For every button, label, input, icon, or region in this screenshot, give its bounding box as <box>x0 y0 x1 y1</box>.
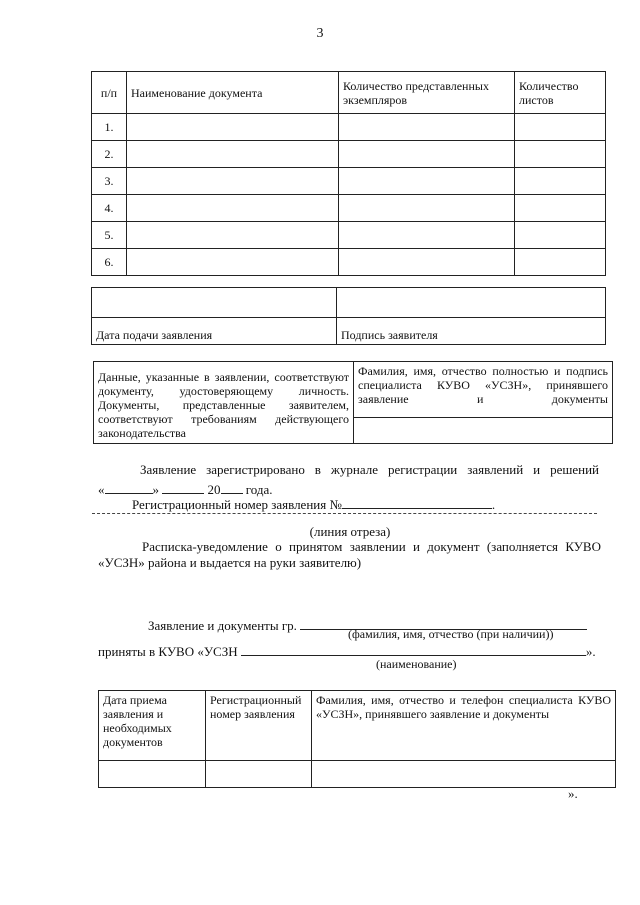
row-number: 5. <box>92 222 127 249</box>
specialist-name-label: Фамилия, имя, отчество полностью и подпись специалиста КУВО «УСЗН», принявшего заявление и документы <box>358 364 608 406</box>
receipt-reg-number-header: Регистрационный номер заявления <box>206 691 312 761</box>
table-row <box>92 222 606 249</box>
date-open-quote: « <box>98 482 105 497</box>
name-hint: (наименование) <box>376 657 457 671</box>
page-number: 3 <box>316 26 324 41</box>
applicant-signature-label: Подпись заявителя <box>337 318 606 345</box>
copies-cell[interactable] <box>339 249 515 276</box>
documents-table-header <box>92 72 606 114</box>
fio-hint: (фамилия, имя, отчество (при наличии)) <box>348 627 554 641</box>
receipt-specialist-header: Фамилия, имя, отчество и телефон специалиста КУВО «УСЗН», принявшего заявление и документы <box>312 691 616 761</box>
year-suffix: года. <box>245 482 273 497</box>
sheets-cell[interactable] <box>515 222 606 249</box>
cut-line <box>92 513 597 514</box>
table-row <box>92 141 606 168</box>
specialist-name-cell <box>354 362 613 418</box>
copies-cell[interactable] <box>339 222 515 249</box>
row-number: 6. <box>92 249 127 276</box>
sheets-cell[interactable] <box>515 249 606 276</box>
accepted-from-label: Заявление и документы гр. <box>148 618 297 633</box>
verification-statement <box>94 362 354 444</box>
cut-line-label: (линия отреза) <box>309 524 391 539</box>
year-field[interactable] <box>221 481 243 494</box>
table-row <box>92 114 606 141</box>
doc-name-cell[interactable] <box>127 168 339 195</box>
day-field[interactable] <box>105 481 153 494</box>
verification-statement-text: Данные, указанные в заявлении, соответствуют документу, удостоверяющему личность. Документы, представленные заявителем, соответствуют требованиям действующего законодательства <box>98 370 349 440</box>
receipt-table <box>98 690 616 788</box>
submission-date-field[interactable] <box>92 288 337 318</box>
copies-cell[interactable] <box>339 114 515 141</box>
doc-name-cell[interactable] <box>127 249 339 276</box>
reg-number-line: Регистрационный номер заявления № . <box>132 497 496 512</box>
submission-table <box>91 287 606 345</box>
receipt-specialist-field[interactable] <box>312 761 616 788</box>
department-name-field[interactable] <box>241 643 586 656</box>
month-field[interactable] <box>162 481 204 494</box>
table-row <box>92 168 606 195</box>
sheets-cell[interactable] <box>515 114 606 141</box>
registration-line-1: Заявление зарегистрировано в журнале регистрации заявлений и решений <box>140 462 599 477</box>
doc-name-cell[interactable] <box>127 222 339 249</box>
sheets-cell[interactable] <box>515 195 606 222</box>
final-quote: ». <box>568 786 578 801</box>
doc-name-cell[interactable] <box>127 141 339 168</box>
table-row <box>92 249 606 276</box>
receipt-reg-number-field[interactable] <box>206 761 312 788</box>
header-copies: Количество представленных экземпляров <box>339 72 515 114</box>
copies-cell[interactable] <box>339 168 515 195</box>
specialist-signature-field[interactable] <box>354 418 613 444</box>
submission-date-label: Дата подачи заявления <box>92 318 337 345</box>
receipt-date-header: Дата приема заявления и необходимых документов <box>99 691 206 761</box>
documents-table <box>91 71 606 276</box>
header-sheets: Количество листов <box>515 72 606 114</box>
accepted-in-line <box>98 643 608 660</box>
reg-number-field[interactable] <box>342 496 492 509</box>
copies-cell[interactable] <box>339 195 515 222</box>
doc-name-cell[interactable] <box>127 195 339 222</box>
header-number: п/п <box>92 72 127 114</box>
reg-number-label: Регистрационный номер заявления № <box>132 497 342 512</box>
copies-cell[interactable] <box>339 141 515 168</box>
verification-table <box>93 361 613 444</box>
table-row <box>92 195 606 222</box>
accepted-in-closing-quote: ». <box>585 644 596 659</box>
receipt-title: Расписка-уведомление о принятом заявлении и документ (заполняется КУВО «УСЗН» района и выдается на руки заявителю) <box>98 539 601 570</box>
sheets-cell[interactable] <box>515 168 606 195</box>
header-doc-name: Наименование документа <box>127 72 339 114</box>
row-number: 1. <box>92 114 127 141</box>
row-number: 4. <box>92 195 127 222</box>
sheets-cell[interactable] <box>515 141 606 168</box>
accepted-in-label: приняты в КУВО «УСЗН <box>98 644 238 659</box>
date-close-quote: » <box>152 482 159 497</box>
receipt-date-field[interactable] <box>99 761 206 788</box>
year-prefix: 20 <box>207 482 221 497</box>
row-number: 2. <box>92 141 127 168</box>
row-number: 3. <box>92 168 127 195</box>
applicant-signature-field[interactable] <box>337 288 606 318</box>
doc-name-cell[interactable] <box>127 114 339 141</box>
